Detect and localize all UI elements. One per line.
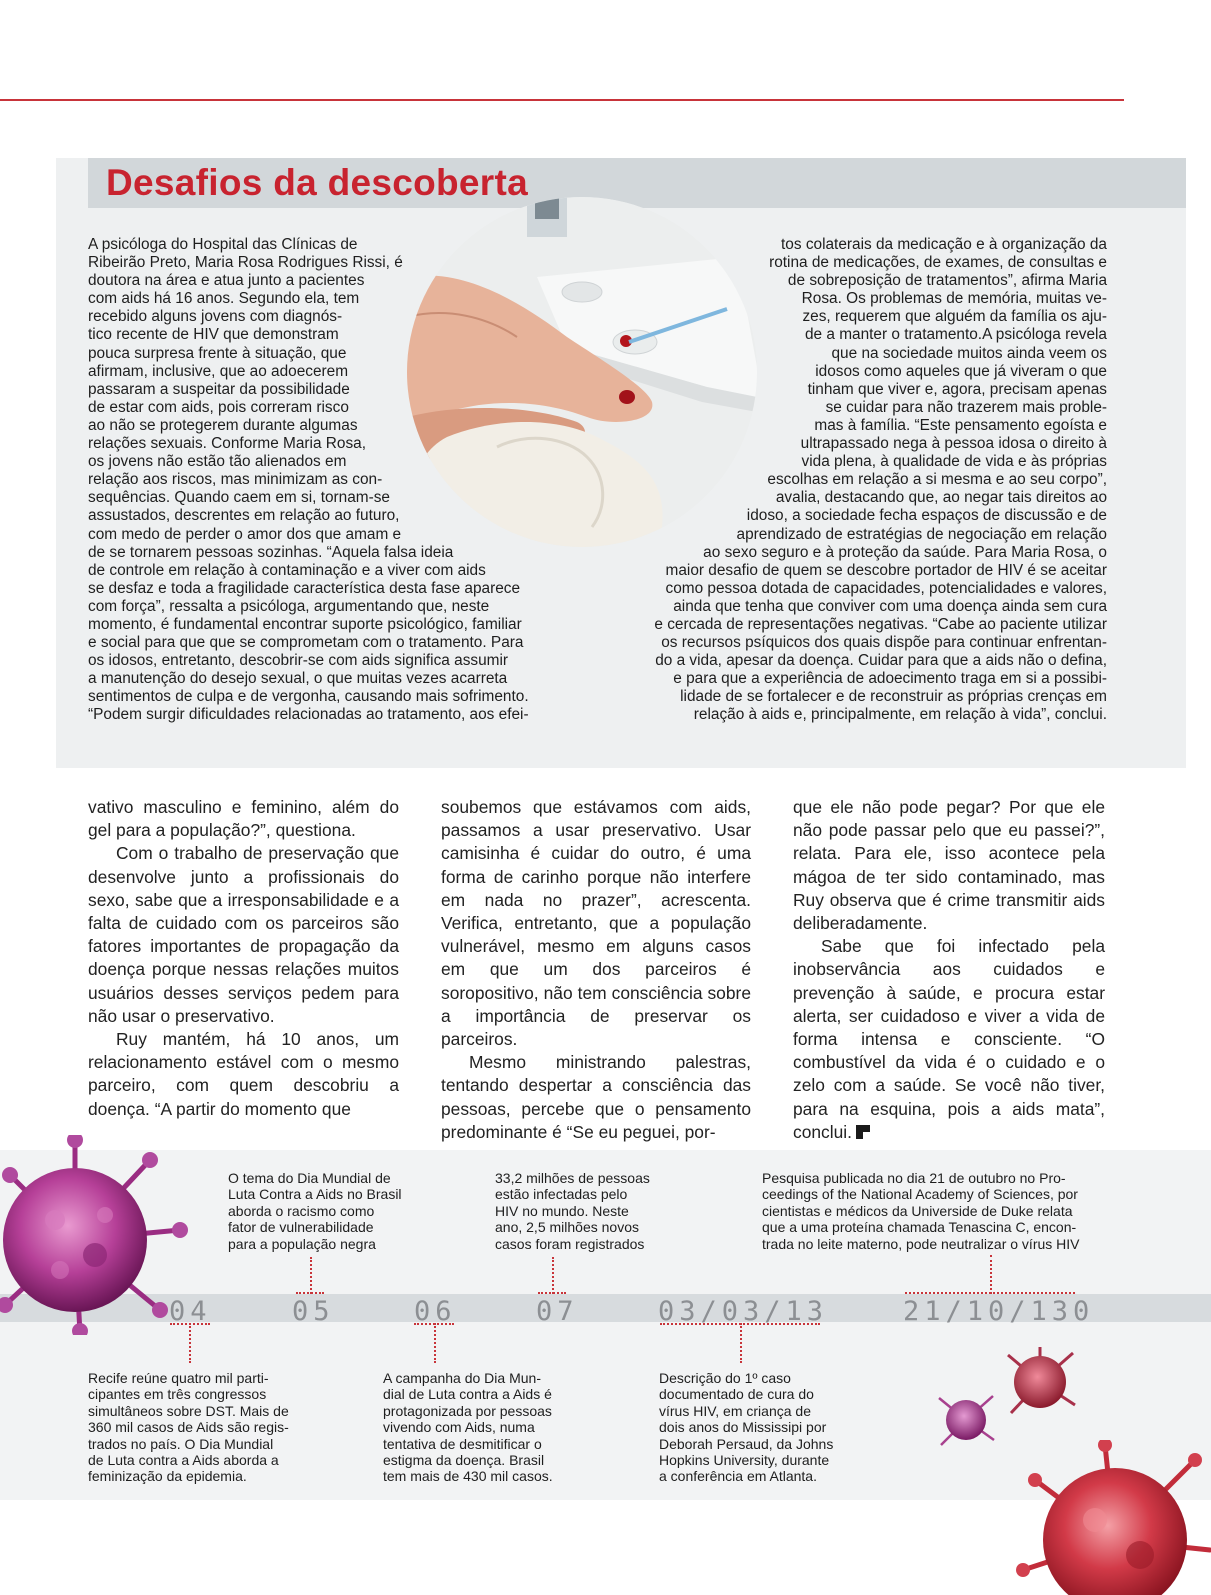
text-line: os recursos psíquicos dos quais dispõe para continuar enfrentan- — [661, 634, 1107, 652]
timeline-date: 07 — [536, 1296, 579, 1327]
text-line: que na sociedade muitos ainda veem os — [831, 344, 1107, 362]
connector — [538, 1292, 566, 1294]
virus-illustration-icon — [1003, 1345, 1078, 1420]
text-line: se cuidar para não trazerem mais proble- — [825, 398, 1107, 416]
text-line: doutora na área e atua junto a pacientes — [88, 272, 365, 290]
text-line: se desfaz e toda a fragilidade característica desta fase aparece — [88, 579, 521, 597]
text-line: relação à aids e, principalmente, em relação à vida”, conclui. — [693, 706, 1107, 724]
paragraph: Com o trabalho de preservação que desenvolve junto a profissionais do sexo, sabe que a irresponsabilidade e a falta de cuidado com os parceiros são fatores importantes de propagação da doença porque nessas relações muitos usuários desses serviços pedem para não usar o preservativo. — [88, 843, 399, 1026]
text-line: rotina de medicações, de exames, de consultas e — [769, 254, 1107, 272]
end-mark-icon — [856, 1125, 870, 1139]
timeline-date: 04 — [169, 1296, 212, 1327]
text-line: Recife reúne quatro mil parti- — [88, 1370, 269, 1386]
connector — [434, 1323, 436, 1363]
paragraph: vativo masculino e feminino, além do gel para a população?”, questiona. — [88, 797, 399, 841]
text-line: casos foram registrados — [495, 1235, 645, 1252]
timeline-date: 21/10/130 — [903, 1296, 1095, 1327]
paragraph: soubemos que estávamos com aids, passamos a usar preservativo. Usar camisinha é cuidar do outro, é uma forma de carinho porque não interfere em nada no prazer”, acrescenta. Verifica, entretanto, que a população vulnerável, mesmo em alguns casos em que um dos parceiros é soropositivo, não tem consciência sobre a importância de preservar os parceiros. — [441, 797, 751, 1050]
text-line: escolhas em relação a si mesma e ao seu corpo”, — [767, 471, 1107, 489]
box-left-text — [88, 236, 529, 725]
text-line: afirmam, inclusive, que ao adoecerem — [88, 362, 349, 380]
article-title: Desafios da descoberta — [106, 162, 528, 203]
text-line: ceedings of the National Academy of Sciences, por — [762, 1186, 1078, 1203]
text-line: do a vida, apesar da doença. Cuidar para que a aids não o defina, — [655, 652, 1107, 670]
text-line: de Luta contra a Aids aborda a — [88, 1452, 279, 1469]
paragraph: Ruy mantém, há 10 anos, um relacionamento estável com o mesmo parceiro, com quem descobriu a doença. “A partir do momento que — [88, 1029, 399, 1119]
text-line: maior desafio de quem se descobre portador de HIV é se aceitar — [665, 561, 1107, 579]
text-line: dial de Luta contra a Aids é — [383, 1386, 552, 1403]
paragraph: Mesmo ministrando palestras, tentando despertar a consciência das pessoas, percebe que o pensamento predominante é “Se eu peguei, por- — [441, 1052, 751, 1142]
text-line: os idosos, entretanto, descobrir-se com aids significa assumir — [88, 652, 509, 670]
text-line: Hopkins University, durante — [659, 1452, 830, 1469]
connector — [905, 1292, 1075, 1294]
text-line: de estar com aids, pois correram risco — [88, 398, 349, 416]
text-line: ano, 2,5 milhões novos — [495, 1219, 639, 1236]
text-line: estigma da doença. Brasil — [383, 1452, 545, 1469]
text-line: vivendo com Aids, numa — [383, 1419, 535, 1436]
text-line: de sobreposição de tratamentos”, afirma Maria — [787, 272, 1107, 290]
timeline-note — [659, 1370, 833, 1485]
text-line: A psicóloga do Hospital das Clínicas de — [88, 236, 358, 253]
paragraph: que ele não pode pegar? Por que ele não pode passar pelo que eu passei?”, relata. Para ele, isso acontece pela mágoa de ter sido contaminado, mas Ruy observa que é crime transmitir aids deliberadamente. — [793, 797, 1105, 934]
column-1 — [88, 796, 399, 1121]
timeline-note — [495, 1170, 650, 1252]
text-line: fator de vulnerabilidade — [228, 1219, 374, 1236]
text-line: Descrição do 1º caso — [659, 1370, 791, 1386]
text-line: Pesquisa publicada no dia 21 de outubro no Pro- — [762, 1170, 1066, 1186]
text-line: tentativa de desmitificar o — [383, 1435, 542, 1452]
text-line: com força”, ressalta a psicóloga, argumentando que, neste — [88, 597, 490, 615]
text-line: de se tornarem pessoas sozinhas. “Aquela falsa ideia — [88, 543, 454, 561]
column-2 — [441, 796, 751, 1144]
connector — [552, 1257, 554, 1294]
timeline-note — [383, 1370, 553, 1485]
text-line: como pessoa dotada de capacidades, potencialidades e valores, — [665, 579, 1107, 597]
paragraph — [793, 935, 1105, 1144]
virus-illustration-icon — [936, 1390, 996, 1450]
text-line: zes, requerem que alguém da família os aju- — [802, 308, 1107, 326]
text-line: Luta Contra a Aids no Brasil — [228, 1186, 402, 1203]
text-line: a manutenção do desejo sexual, o que muitas vezes acarreta — [88, 670, 508, 688]
text-line: sequências. Quando caem em si, tornam-se — [88, 489, 390, 507]
text-line: os jovens não estão tão alienados em — [88, 453, 347, 471]
text-line: com aids há 16 anos. Segundo ela, tem — [88, 290, 360, 308]
text-line: ao sexo seguro e à proteção da saúde. Para Maria Rosa, o — [703, 543, 1107, 561]
text-line: trada no leite materno, pode neutralizar o vírus HIV — [762, 1235, 1080, 1252]
text-line: de controle em relação à contaminação e a viver com aids — [88, 561, 486, 579]
text-line: tinham que viver e, agora, precisam apenas — [807, 380, 1107, 398]
text-line: e social para que que se comprometam com o tratamento. Para — [88, 634, 524, 652]
text-line: Deborah Persaud, da Johns — [659, 1435, 834, 1452]
text-line: feminização da epidemia. — [88, 1468, 247, 1485]
timeline-date: 06 — [414, 1296, 457, 1327]
text-line: A campanha do Dia Mun- — [383, 1370, 541, 1386]
text-line: aborda o racismo como — [228, 1202, 375, 1219]
text-line: idoso, a sociedade fecha espaços de discussão e de — [746, 507, 1107, 525]
text-line: ao não se protegerem durante algumas — [88, 416, 358, 434]
text-line: e cercada de representações negativas. “Cabe ao paciente utilizar — [654, 615, 1107, 633]
text-line: aprendizado de estratégias de negociação em relação — [736, 525, 1107, 543]
text-line: protagonizada por pessoas — [383, 1402, 552, 1419]
text-line: relação aos riscos, mas minimizam as con- — [88, 471, 383, 489]
connector — [296, 1292, 324, 1294]
timeline-note — [228, 1170, 402, 1252]
timeline-note — [88, 1370, 289, 1485]
top-rule — [0, 99, 1124, 101]
text-line: 33,2 milhões de pessoas — [495, 1170, 650, 1186]
text-line: ultrapassado nega à pessoa idosa o direito à — [800, 435, 1107, 453]
timeline-date: 05 — [292, 1296, 335, 1327]
text-line: ainda que tenha que conviver com uma doença ainda sem cura — [673, 597, 1107, 615]
box-right-text — [654, 236, 1107, 725]
text-line: tico recente de HIV que demonstram — [88, 326, 339, 344]
text-line: tem mais de 430 mil casos. — [383, 1468, 553, 1485]
text-line: relações sexuais. Conforme Maria Rosa, — [88, 435, 367, 453]
text-line: que a uma proteína chamada Tenascina C, encon- — [762, 1219, 1077, 1236]
text-line: avalia, destacando que, ao negar tais direitos ao — [775, 489, 1107, 507]
connector — [740, 1323, 742, 1363]
text-line: vírus HIV, em criança de — [659, 1402, 811, 1419]
text-line: sentimentos de culpa e de vergonha, causando mais sofrimento. — [88, 688, 529, 706]
text-line: HIV no mundo. Neste — [495, 1202, 629, 1219]
text-line: simultâneos sobre DST. Mais de — [88, 1402, 289, 1419]
virus-illustration-icon — [1015, 1440, 1211, 1595]
text-line: recebido alguns jovens com diagnós- — [88, 308, 343, 326]
text-line: O tema do Dia Mundial de — [228, 1170, 391, 1186]
text-line: pouca surpresa frente à situação, que — [88, 344, 347, 362]
text-line: com medo de perder o amor dos que amam e — [88, 525, 402, 543]
text-line: assustados, descrentes em relação ao futuro, — [88, 507, 400, 525]
text-line: “Podem surgir dificuldades relacionadas ao tratamento, aos efei- — [88, 706, 529, 724]
connector — [990, 1255, 992, 1294]
text-line: passaram a suspeitar da possibilidade — [88, 380, 350, 398]
text-line: para a população negra — [228, 1235, 376, 1252]
text-line: e para que a experiência de adoecimento traga em si a possibi- — [673, 670, 1107, 688]
text-line: momento, é fundamental encontrar suporte psicológico, familiar — [88, 615, 522, 633]
text-line: a conferência em Atlanta. — [659, 1468, 817, 1485]
text-line: lidade de se fortalecer e de reconstruir as próprias crenças em — [680, 688, 1107, 706]
text-line: Ribeirão Preto, Maria Rosa Rodrigues Rissi, é — [88, 254, 403, 272]
text-line: idosos como aqueles que já viveram o que — [815, 362, 1107, 380]
text-line: mas à família. “Este pensamento egoísta e — [814, 416, 1107, 434]
text-line: tos colaterais da medicação e à organização da — [781, 236, 1107, 253]
timeline-date: 03/03/13 — [658, 1296, 829, 1327]
text-line: dois anos do Mississipi por — [659, 1419, 827, 1436]
text-line: trados no país. O Dia Mundial — [88, 1435, 274, 1452]
text-line: estão infectadas pelo — [495, 1186, 628, 1203]
connector — [189, 1323, 191, 1363]
text-line: documentado de cura do — [659, 1386, 814, 1403]
text-line: de a manter o tratamento.A psicóloga revela — [804, 326, 1107, 344]
timeline-note — [762, 1170, 1080, 1252]
connector — [310, 1257, 312, 1294]
text-line: Rosa. Os problemas de memória, muitas ve- — [801, 290, 1107, 308]
text-line: cipantes em três congressos — [88, 1386, 267, 1403]
text-line: vida plena, à qualidade de vida e às próprias — [801, 453, 1107, 471]
paragraph-text: Sabe que foi infectado pela inobservância aos cuidados e prevenção à saúde, e procura estar alerta, ser cuidadoso e viver a vida de forma intensa e consciente. “O combustível da vida é o cuidado e o zelo com a saúde. Se você não tiver, para na esquina, pois a aids mata”, conclui. — [793, 936, 1105, 1142]
text-line: cientistas e médicos da Universide de Duke relata — [762, 1202, 1073, 1219]
text-line: 360 mil casos de Aids são regis- — [88, 1419, 289, 1436]
column-3 — [793, 796, 1105, 1144]
